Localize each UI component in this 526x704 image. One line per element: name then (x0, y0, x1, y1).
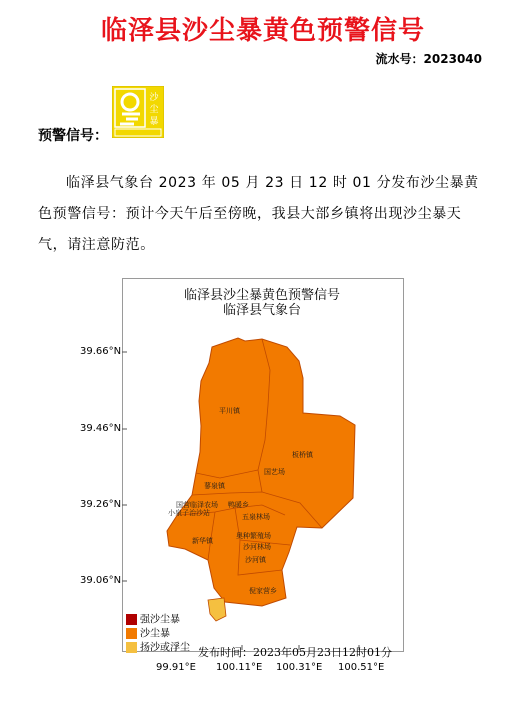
label-liaoquan: 蓼泉镇 (204, 482, 225, 490)
map-title: 临泽县沙尘暴黄色预警信号 (183, 288, 340, 303)
label-pingchuan: 平川镇 (219, 407, 240, 415)
label-banqiao: 板桥镇 (292, 451, 313, 459)
legend-item-sandstorm (126, 628, 170, 640)
lat-label-3: 39.26°N (80, 499, 122, 510)
signal-label: 预警信号： (38, 128, 108, 144)
publish-time: 发布时间：2023年05月23日12时01分 (198, 646, 392, 659)
county-region (167, 338, 355, 606)
legend-item-dust (126, 642, 190, 654)
lon-label-2: 100.11°E (216, 662, 263, 673)
signal-char-1: 沙 (149, 93, 159, 103)
label-wuquan: 五泉林场 (242, 513, 270, 521)
legend-item-strong (126, 614, 180, 626)
label-guoying: 国营临泽农场 (176, 501, 218, 509)
signal-char-3: 暴 (149, 117, 159, 127)
lon-label-4: 100.51°E (338, 662, 385, 673)
page-title: 临泽县沙尘暴黄色预警信号 (100, 16, 425, 46)
label-guoyi: 国艺场 (264, 468, 285, 476)
lon-label-3: 100.31°E (276, 662, 323, 673)
legend-swatch (126, 628, 137, 639)
legend-label: 强沙尘暴 (140, 614, 180, 626)
label-xinhua: 新华镇 (192, 537, 213, 545)
lat-label-2: 39.46°N (80, 423, 122, 434)
map-subtitle: 临泽县气象台 (222, 303, 301, 318)
label-yuanyi: 奥种繁殖场 (236, 532, 271, 540)
lat-label-4: 39.06°N (80, 575, 122, 586)
label-nijiaying: 倪家营乡 (249, 587, 277, 595)
lon-label-1: 99.91°E (156, 662, 196, 673)
label-yaqiu: 鸭暖乡 (228, 501, 249, 509)
serial-number: 流水号：2023040 (375, 52, 482, 66)
warning-text: 临泽县气象台 2023 年 05 月 23 日 12 时 01 分发布沙尘暴黄色预警信号：预计今天午后至傍晚，我县大部乡镇将出现沙尘暴天气，请注意防范。 (38, 175, 479, 253)
legend-label: 沙尘暴 (140, 628, 170, 640)
legend-label: 扬沙或浮尘 (140, 642, 190, 654)
label-shahe-linchang: 沙河林场 (243, 543, 271, 551)
signal-char-2: 尘 (149, 105, 159, 115)
lat-label-1: 39.66°N (80, 346, 122, 357)
yellow-region (208, 598, 226, 621)
label-xiaoquanzi: 小泉子治沙站 (168, 509, 210, 517)
legend-swatch (126, 614, 137, 625)
legend-swatch (126, 642, 137, 653)
label-shahe: 沙河镇 (245, 556, 266, 564)
